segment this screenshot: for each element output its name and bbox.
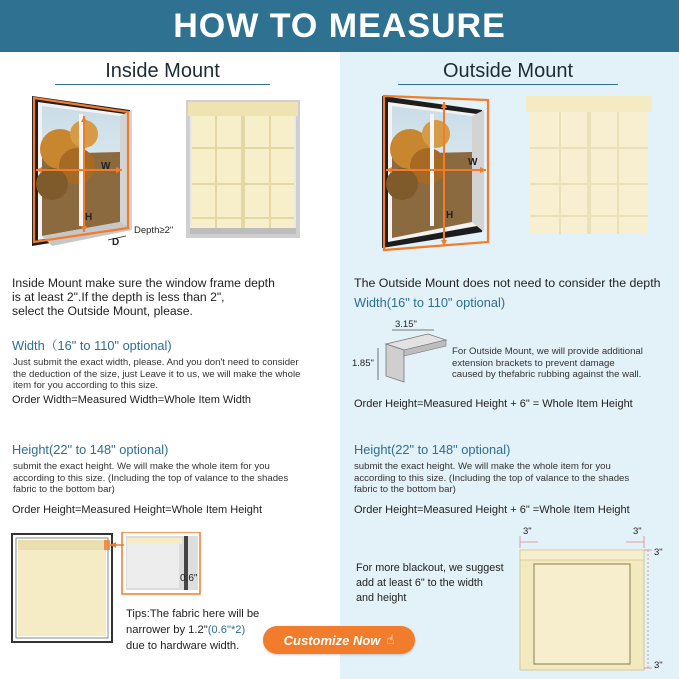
inside-height-formula: Order Height=Measured Height=Whole Item Height — [12, 504, 263, 516]
inside-gap-label: 0.6" — [180, 573, 198, 584]
inside-width-text: Just submit the exact width, please. And you don't need to consider the deduction of the size, just Leave it to us, we will make the whole item for you according to this size. — [13, 357, 301, 391]
dim-left-label: 3" — [523, 526, 532, 537]
bracket-diagram — [366, 324, 456, 388]
outside-intro: The Outside Mount does not need to consider the depth — [354, 276, 661, 290]
outside-height-heading: Height(22" to 148" optional) — [354, 442, 511, 457]
outside-window-diagram — [378, 92, 498, 252]
inside-width-marker: W — [101, 161, 111, 172]
inside-intro: Inside Mount make sure the window frame depth is at least 2".If the depth is less than 2", select the Outside Mount, please. — [12, 276, 275, 318]
bracket-text: For Outside Mount, we will provide additional extension brackets to prevent damage caused by thefabric rubbing against the wall. — [452, 346, 643, 380]
inside-width-formula: Order Width=Measured Width=Whole Item Width — [12, 394, 252, 406]
outside-blackout-diagram — [518, 534, 668, 674]
outside-height-marker: H — [446, 210, 454, 221]
dim-right-label: 3" — [633, 526, 642, 537]
outside-shade-image — [526, 96, 652, 236]
outside-width-heading: Width(16" to 110" optional) — [354, 295, 506, 310]
outside-width-marker: W — [468, 157, 478, 168]
dim-bottom-side-label: 3" — [654, 660, 663, 671]
inside-mount-title: Inside Mount — [105, 60, 220, 82]
inside-tips: Tips:The fabric here will be narrower by 1.2"(0.6"*2) due to hardware width. — [126, 608, 260, 652]
outside-width-formula: Order Height=Measured Height + 6" = Whole Item Height — [354, 398, 633, 410]
outside-title-underline — [398, 84, 618, 85]
inside-shade-image — [186, 100, 300, 238]
inside-width-heading: Width（16" to 110" optional) — [12, 338, 172, 353]
inside-height-text: submit the exact height. We will make the whole item for you according to this size. (Including the top of valance to the shades fabric to the bottom bar) — [13, 461, 289, 495]
outside-height-text: submit the exact height. We will make the whole item for you according to this size. (Including the top of valance to the shades fabric to the bottom bar) — [354, 461, 630, 495]
outside-mount-title: Outside Mount — [442, 60, 574, 82]
page-title: HOW TO MEASURE — [0, 0, 679, 52]
outside-height-formula: Order Height=Measured Height + 6" =Whole Item Height — [354, 504, 630, 516]
inside-height-heading: Height(22" to 148" optional) — [12, 442, 169, 457]
pointer-hand-icon: ☝ — [386, 632, 395, 647]
inside-title-underline — [55, 84, 270, 85]
bracket-width-label: 3.15" — [395, 319, 417, 330]
customize-now-button[interactable] — [263, 626, 415, 654]
bracket-height-label: 1.85" — [352, 358, 374, 369]
inside-depth-marker: D — [112, 237, 120, 248]
blackout-text: For more blackout, we suggest add at least 6" to the width and height — [356, 562, 504, 604]
inside-height-marker: H — [85, 212, 93, 223]
inside-depth-label: Depth≥2" — [134, 225, 174, 236]
dim-top-side-label: 3" — [654, 547, 663, 558]
customize-now-label: Customize Now — [283, 632, 381, 648]
